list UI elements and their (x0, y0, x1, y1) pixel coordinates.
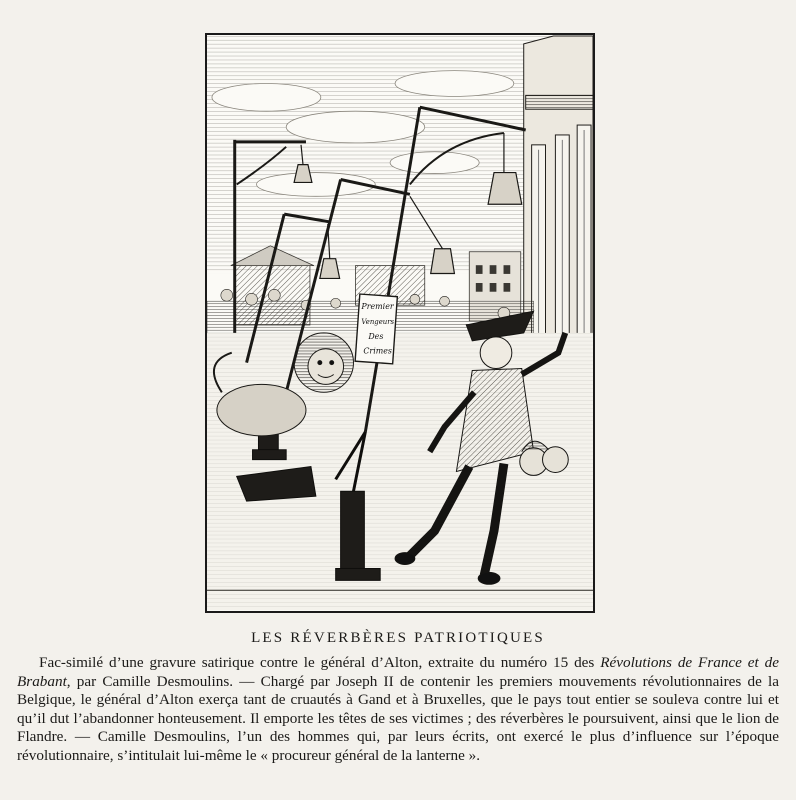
caption-body-part2: , par Camille Desmoulins. — Chargé par Joseph II de contenir les premiers mouvements révolutionnaires de la Belgique, le général d’Alton exerça tant de cruautés à Gand et à Bruxelles, que le pays tout entier se souleva contre lui et qu’il dut l’abandonner honteusement. Il emporte les têtes de ses victimes ; des réverbères le poursuivent, ainsi que le lion de Flandre. — Camille Desmoulins, l’un des hommes qui, par leurs écrits, ont exercé le plus d’influence sur l’époque révolutionnaire, s’intitulait lui-même le « procureur général de la lanterne ». (17, 672, 779, 764)
sign-text-4: Crimes (363, 346, 392, 356)
caption-title: LES RÉVERBÈRES PATRIOTIQUES (251, 630, 545, 646)
caption-journal-title: Révolutions de France et de Brabant (17, 654, 779, 690)
caption-body (17, 654, 779, 766)
engraving-illustration (207, 35, 593, 611)
sign-placard (355, 294, 397, 364)
caption-body-part1: Fac-similé d’une gravure satirique contre le général d’Alton, extraite du numéro 15 des (39, 654, 601, 671)
sign-text-3: Des (368, 331, 384, 341)
engraving-plate (205, 33, 595, 613)
sign-text-1: Premier (361, 302, 394, 312)
sign-text-2: Vengeurs (361, 317, 395, 326)
